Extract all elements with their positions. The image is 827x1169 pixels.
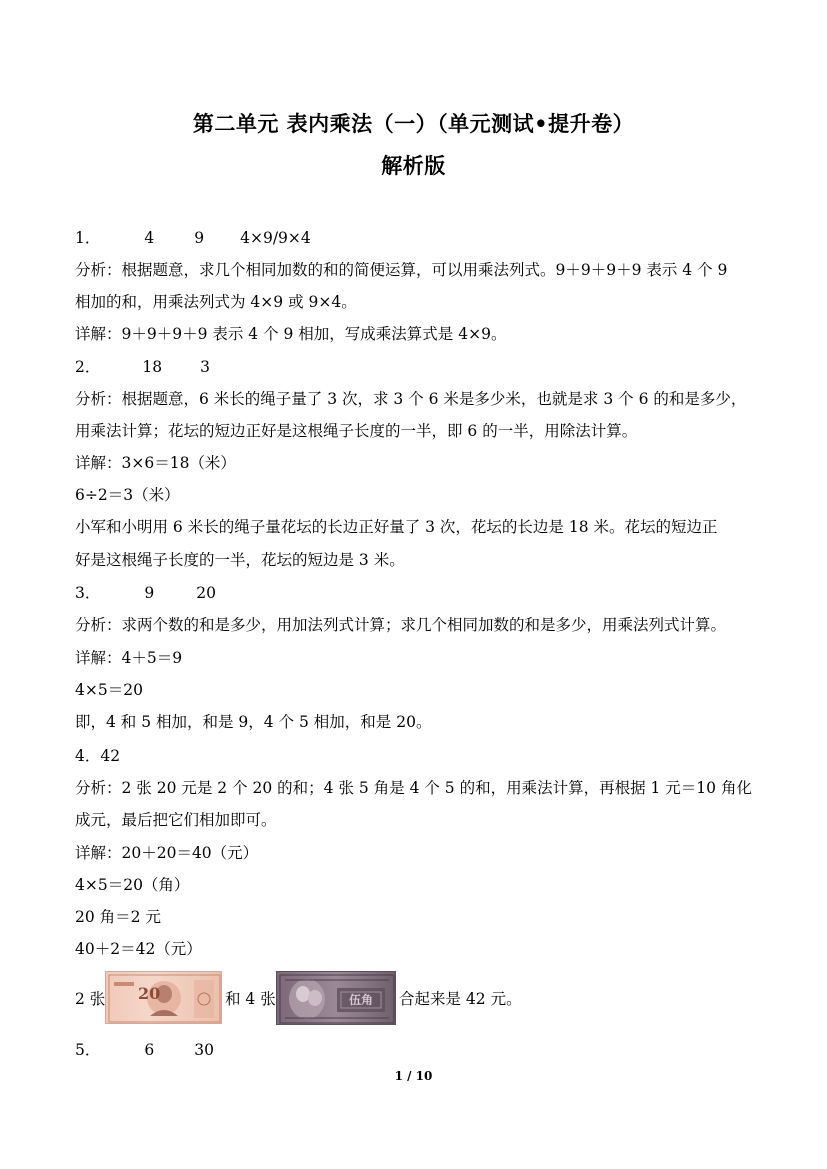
q3-number: 3． [75, 584, 101, 602]
banknote-5-art [277, 972, 396, 1025]
q2-detail-line-1: 详解：3×6＝18（米） [75, 454, 236, 472]
q4-detail-line-4: 40＋2＝42（元） [75, 940, 202, 958]
q2-analysis-line-2: 用乘法计算；花坛的短边正好是这根绳子长度的一半，即 6 的一半，用除法计算。 [75, 422, 638, 440]
q4-analysis-line-2: 成元，最后把它们相加即可。 [75, 811, 277, 829]
q4-answer-line: 4．42 [75, 747, 121, 765]
q1-answer-2: 9 [194, 229, 205, 247]
q4-text-b: 和 4 张 [225, 990, 276, 1008]
q1-number: 1． [75, 229, 101, 247]
q3-detail-line-2: 4×5＝20 [75, 681, 143, 699]
q3-answer-2: 20 [196, 584, 216, 602]
q5-answer-2: 30 [194, 1041, 214, 1059]
document-subtitle: 解析版 [381, 153, 446, 178]
q4-detail-line-1: 详解：20＋20＝40（元） [75, 844, 259, 862]
q3-analysis: 分析：求两个数的和是多少，用加法列式计算；求几个相同加数的和是多少，用乘法列式计算。 [75, 616, 727, 634]
q1-answer-3: 4×9/9×4 [240, 229, 311, 247]
q1-analysis-line-1: 分析：根据题意，求几个相同加数的和的简便运算，可以用乘法列式。9＋9＋9＋9 表示 4 个 9 [75, 261, 728, 279]
banknote-20-art [106, 972, 222, 1024]
q2-number: 2． [75, 358, 101, 376]
q4-text-a: 2 张 [75, 990, 106, 1008]
q4-detail-line-3: 20 角＝2 元 [75, 908, 161, 926]
q2-answer-2: 3 [200, 358, 210, 376]
q2-detail-line-2: 6÷2＝3（米） [75, 486, 180, 504]
five-jiao-banknote-image [276, 971, 396, 1025]
q5-answer-line [75, 1040, 765, 1060]
twenty-yuan-banknote-image [105, 971, 222, 1024]
q2-detail-line-4: 好是这根绳子长度的一半，花坛的短边是 3 米。 [75, 551, 405, 569]
document-title: 第二单元 表内乘法（一）（单元测试•提升卷） [192, 111, 635, 136]
q2-detail-line-3: 小军和小明用 6 米长的绳子量花坛的长边正好量了 3 次，花坛的长边是 18 米。花坛的短边正 [75, 518, 718, 536]
q1-detail: 详解：9＋9＋9＋9 表示 4 个 9 相加，写成乘法算式是 4×9。 [75, 325, 507, 343]
q2-analysis-line-1: 分析：根据题意，6 米长的绳子量了 3 次，求 3 个 6 米是多少米，也就是求 3 个 6 的和是多少， [75, 390, 747, 408]
q4-analysis-line-1: 分析：2 张 20 元是 2 个 20 的和；4 张 5 角是 4 个 5 的和，用乘法计算，再根据 1 元＝10 角化 [75, 779, 752, 797]
q3-detail-line-1: 详解：4＋5＝9 [75, 649, 183, 667]
banknote-5-value: 伍角 [349, 993, 374, 1007]
q1-analysis-line-2: 相加的和，用乘法列式为 4×9 或 9×4。 [75, 293, 357, 311]
q3-answer-1: 9 [144, 584, 155, 602]
q3-detail-line-3: 即，4 和 5 相加，和是 9，4 个 5 相加，和是 20。 [75, 713, 432, 731]
q5-answer-1: 6 [144, 1041, 155, 1059]
q1-answer-line [75, 228, 765, 248]
q1-answer-1: 4 [144, 229, 155, 247]
q5-number: 5． [75, 1041, 101, 1059]
q3-answer-line [75, 583, 765, 603]
page-number: 1 / 10 [394, 1069, 433, 1083]
q4-detail-line-2: 4×5＝20（角） [75, 876, 190, 894]
banknote-20-value: 20 [138, 984, 161, 1003]
q2-answer-1: 18 [142, 358, 163, 376]
q2-answer-line [75, 357, 765, 377]
q4-text-c: 合起来是 42 元。 [399, 990, 522, 1008]
